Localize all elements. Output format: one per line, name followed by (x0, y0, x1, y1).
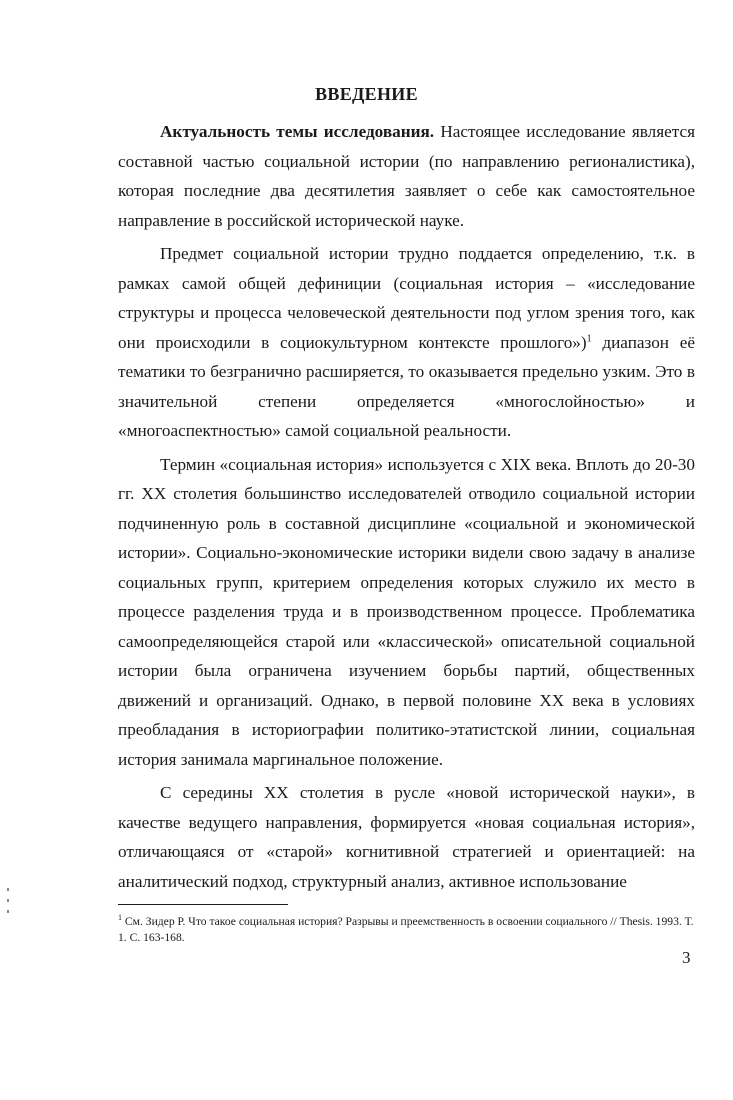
footnote-separator (118, 904, 288, 905)
margin-mark (7, 899, 9, 902)
footnote-text: См. Зидер Р. Что такое социальная история? Разрывы и преемственность в освоении социального // Thesis. 1993. Т. 1. С. 163-168. (118, 914, 694, 944)
section-heading: ВВЕДЕНИЕ (315, 84, 418, 104)
footnote-reference[interactable]: 1 (586, 332, 592, 344)
margin-mark (7, 910, 9, 913)
paragraph-text-continued: диапазон её тематики то безгранично расширяется, то оказывается предельно узким. Это в значительной степени определяется «многослойностью» и «многоаспектностью» самой социальной реальности. (118, 332, 695, 440)
page-number: 3 (682, 948, 691, 967)
paragraph-subject (118, 239, 695, 446)
paragraph-relevance (118, 117, 695, 235)
margin-mark (7, 888, 9, 891)
paragraph-term-history: Термин «социальная история» используется с XIX века. Вплоть до 20-30 гг. XX столетия большинство исследователей отводило социальной истории подчиненную роль в составной дисциплине «социальной и экономической истории». Социально-экономические историки видели свою задачу в анализе социальных групп, критерием определения которых служило их место в процессе разделения труда и в производственном процессе. Проблематика самоопределяющейся старой или «классической» описательной социальной истории была ограничена изучением борьбы партий, общественных движений и организаций. Однако, в первой половине XX века в условиях преобладания в историографии политико-этатистской линии, социальная история занимала маргинальное положение. (118, 454, 695, 769)
footnote-number: 1 (118, 913, 122, 922)
body-text (118, 117, 695, 900)
footnote (118, 910, 698, 946)
paragraph-new-social-history: С середины XX столетия в русле «новой исторической науки», в качестве ведущего направления, формируется «новая социальная история», отличающаяся от «старой» когнитивной стратегией и ориентацией: на аналитический подход, структурный анализ, активное использование (118, 783, 695, 891)
paragraph-text: Предмет социальной истории трудно поддается определению, т.к. в рамках самой общей дефиниции (социальная история – «исследование структуры и процесса человеческой деятельности под углом зрения того, как они происходили в социокультурном контексте прошлого») (118, 244, 695, 352)
paragraph-lead: Актуальность темы исследования. (160, 122, 435, 141)
paragraph-text: Настоящее исследование является составной частью социальной истории (по направлению регионалистика), которая последние два десятилетия заявляет о себе как самостоятельное направление в российской исторической науке. (118, 122, 695, 230)
margin-marks (7, 888, 10, 921)
